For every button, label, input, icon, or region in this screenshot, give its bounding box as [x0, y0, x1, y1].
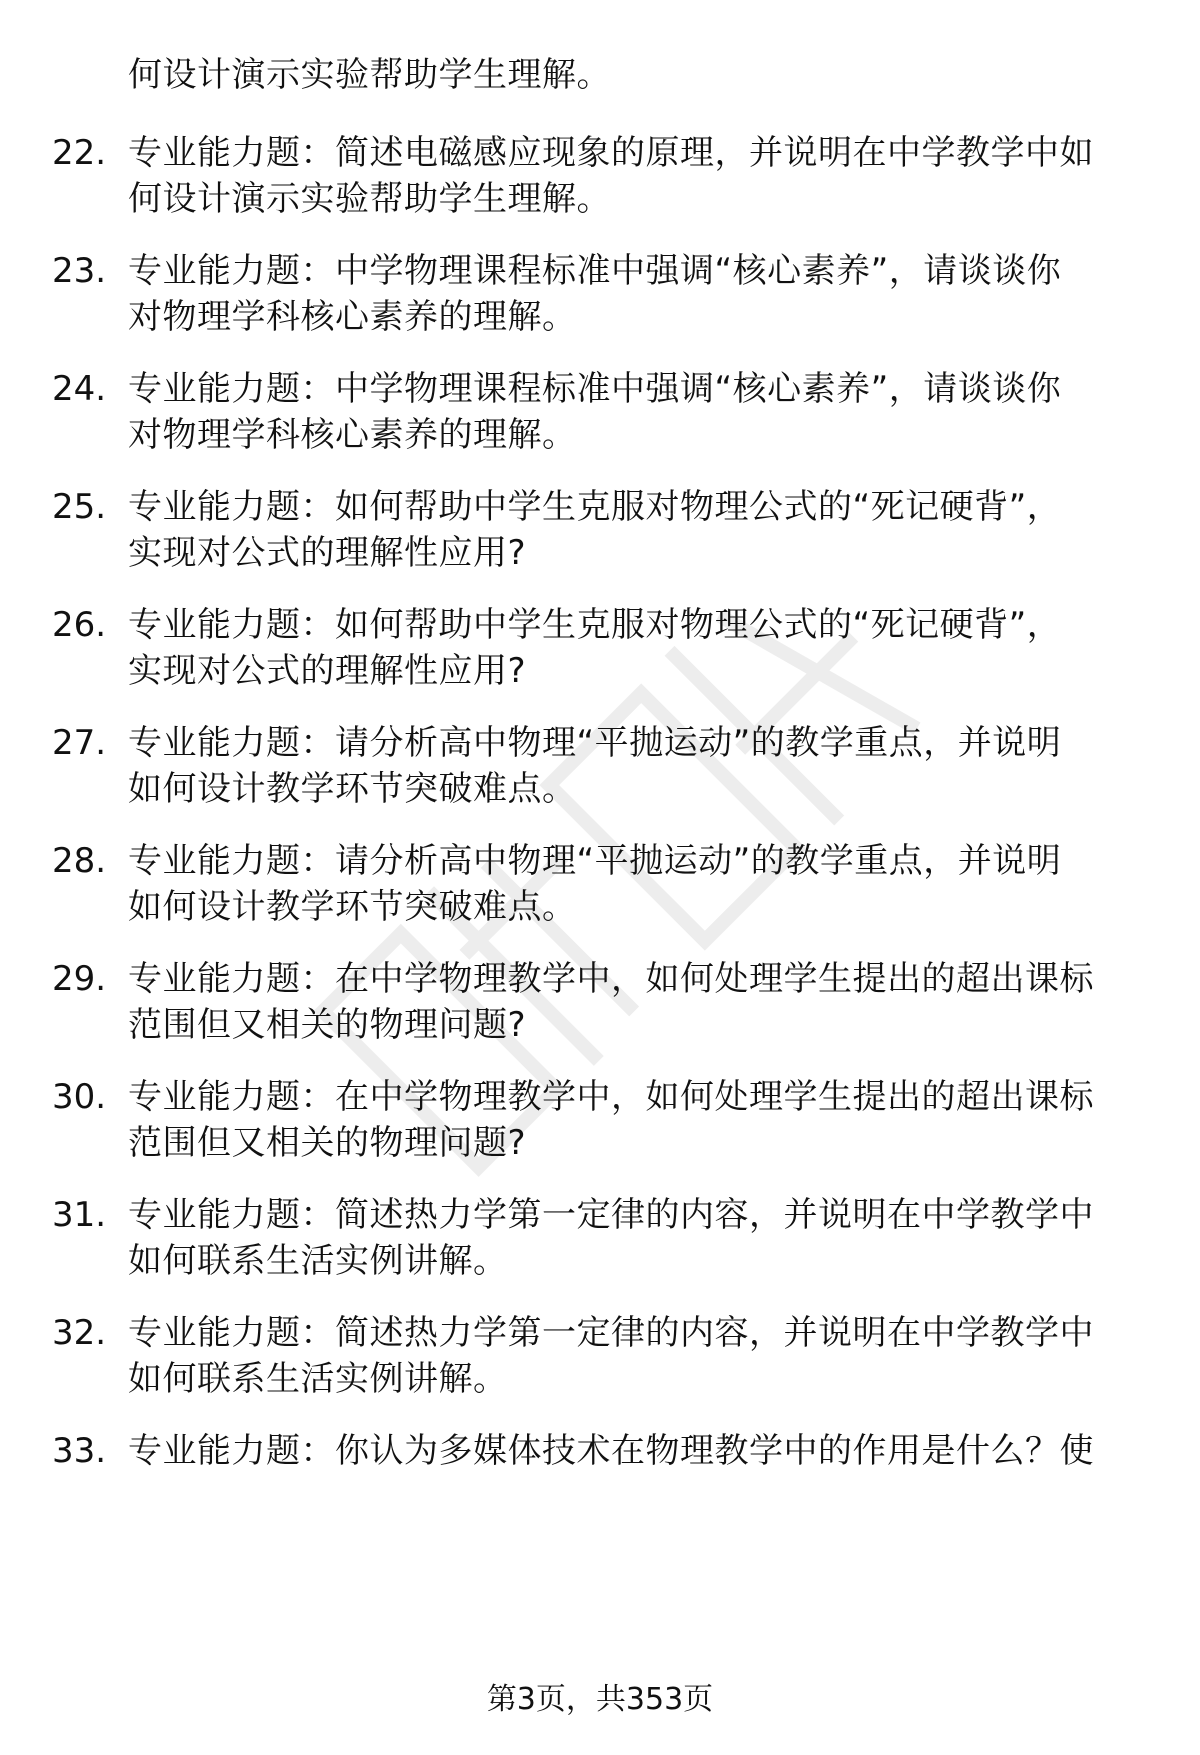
- item-line-1: 专业能力题：如何帮助中学生克服对物理公式的“死记硬背”，: [128, 605, 1062, 645]
- item-line-2: 何设计演示实验帮助学生理解。: [128, 179, 611, 219]
- continuation-line: 何设计演示实验帮助学生理解。: [128, 55, 611, 95]
- item-line-2: 如何设计教学环节突破难点。: [128, 769, 577, 809]
- item-line-1: 专业能力题：你认为多媒体技术在物理教学中的作用是什么？使: [128, 1431, 1094, 1471]
- item-line-1: 专业能力题：请分析高中物理“平抛运动”的教学重点，并说明: [128, 841, 1062, 881]
- page-footer: 第3页，共353页: [486, 1682, 714, 1717]
- item-line-2: 如何联系生活实例讲解。: [128, 1241, 508, 1281]
- item-line-2: 对物理学科核心素养的理解。: [128, 297, 577, 337]
- item-line-1: 专业能力题：简述热力学第一定律的内容，并说明在中学教学中: [128, 1313, 1094, 1353]
- item-line-1: 专业能力题：如何帮助中学生克服对物理公式的“死记硬背”，: [128, 487, 1062, 527]
- item-number: 33.: [52, 1431, 107, 1471]
- item-line-1: 专业能力题：简述热力学第一定律的内容，并说明在中学教学中: [128, 1195, 1094, 1235]
- item-line-1: 专业能力题：中学物理课程标准中强调“核心素养”，请谈谈你: [128, 251, 1062, 291]
- item-number: 31.: [52, 1195, 107, 1235]
- item-number: 26.: [52, 605, 107, 645]
- item-line-2: 范围但又相关的物理问题?: [128, 1005, 527, 1045]
- item-line-2: 如何设计教学环节突破难点。: [128, 887, 577, 927]
- item-line-1: 专业能力题：在中学物理教学中，如何处理学生提出的超出课标: [128, 1077, 1094, 1117]
- item-line-2: 如何联系生活实例讲解。: [128, 1359, 508, 1399]
- item-number: 22.: [52, 133, 107, 173]
- item-line-2: 对物理学科核心素养的理解。: [128, 415, 577, 455]
- item-line-1: 专业能力题：在中学物理教学中，如何处理学生提出的超出课标: [128, 959, 1094, 999]
- item-line-1: 专业能力题：中学物理课程标准中强调“核心素养”，请谈谈你: [128, 369, 1062, 409]
- item-number: 27.: [52, 723, 107, 763]
- item-line-1: 专业能力题：简述电磁感应现象的原理，并说明在中学教学中如: [128, 133, 1094, 173]
- item-number: 23.: [52, 251, 107, 291]
- item-number: 29.: [52, 959, 107, 999]
- item-number: 28.: [52, 841, 107, 881]
- item-line-2: 实现对公式的理解性应用?: [128, 651, 527, 691]
- item-line-2: 实现对公式的理解性应用?: [128, 533, 527, 573]
- item-line-2: 范围但又相关的物理问题?: [128, 1123, 527, 1163]
- item-number: 32.: [52, 1313, 107, 1353]
- item-number: 24.: [52, 369, 107, 409]
- item-line-1: 专业能力题：请分析高中物理“平抛运动”的教学重点，并说明: [128, 723, 1062, 763]
- item-number: 30.: [52, 1077, 107, 1117]
- item-number: 25.: [52, 487, 107, 527]
